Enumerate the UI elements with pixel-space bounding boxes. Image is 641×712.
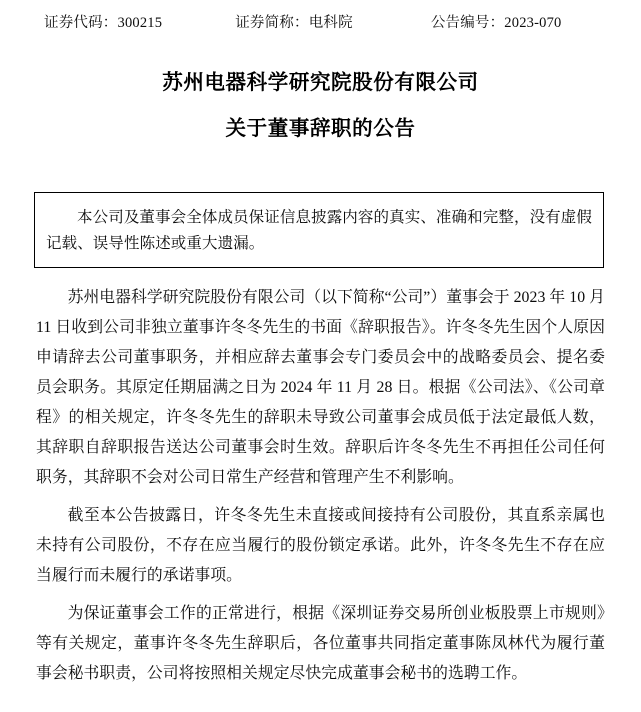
announcement-subject-title: 关于董事辞职的公告 bbox=[225, 117, 416, 140]
notice-number-label: 公告编号：2023-070 bbox=[430, 15, 562, 31]
body-paragraph: 截至本公告披露日，许冬冬先生未直接或间接持有公司股份，其直系亲属也未持有公司股份，不存在应当履行的股份锁定承诺。此外，许冬冬先生不存在应当履行而未履行的承诺事项。 bbox=[36, 507, 605, 584]
document-header-meta bbox=[36, 12, 605, 34]
security-abbreviation-label: 证券简称：电科院 bbox=[235, 15, 353, 31]
announcement-body bbox=[36, 283, 605, 689]
body-paragraph: 苏州电器科学研究院股份有限公司（以下简称“公司”）董事会于 2023 年 10 月 11 日收到公司非独立董事许冬冬先生的书面《辞职报告》。许冬冬先生因个人原因申请辞去公司董事职务，并相应辞去董事会专门委员会中的战略委员会、提名委员会职务。其原定任期届满之日为 2024 年 11 月 28 日。根据《公司法》、《公司章程》的相关规定，许冬冬先生的辞职未导致公司董事会成员低于法定最低人数，其辞职自辞职报告送达公司董事会时生效。辞职后许冬冬先生不再担任公司任何职务，其辞职不会对公司日常生产经营和管理产生不利影响。 bbox=[36, 289, 605, 486]
security-code-label: 证券代码：300215 bbox=[44, 15, 163, 31]
body-paragraph: 为保证董事会工作的正常进行，根据《深圳证券交易所创业板股票上市规则》等有关规定，董事许冬冬先生辞职后，各位董事共同指定董事陈凤林代为履行董事会秘书职责，公司将按照相关规定尽快完成董事会秘书的选聘工作。 bbox=[36, 605, 605, 682]
disclaimer-text: 本公司及董事会全体成员保证信息披露内容的真实、准确和完整，没有虚假记载、误导性陈述或重大遗漏。 bbox=[46, 209, 592, 252]
company-name-title: 苏州电器科学研究院股份有限公司 bbox=[162, 71, 479, 94]
disclaimer-box bbox=[34, 192, 604, 268]
page-title bbox=[0, 66, 641, 146]
